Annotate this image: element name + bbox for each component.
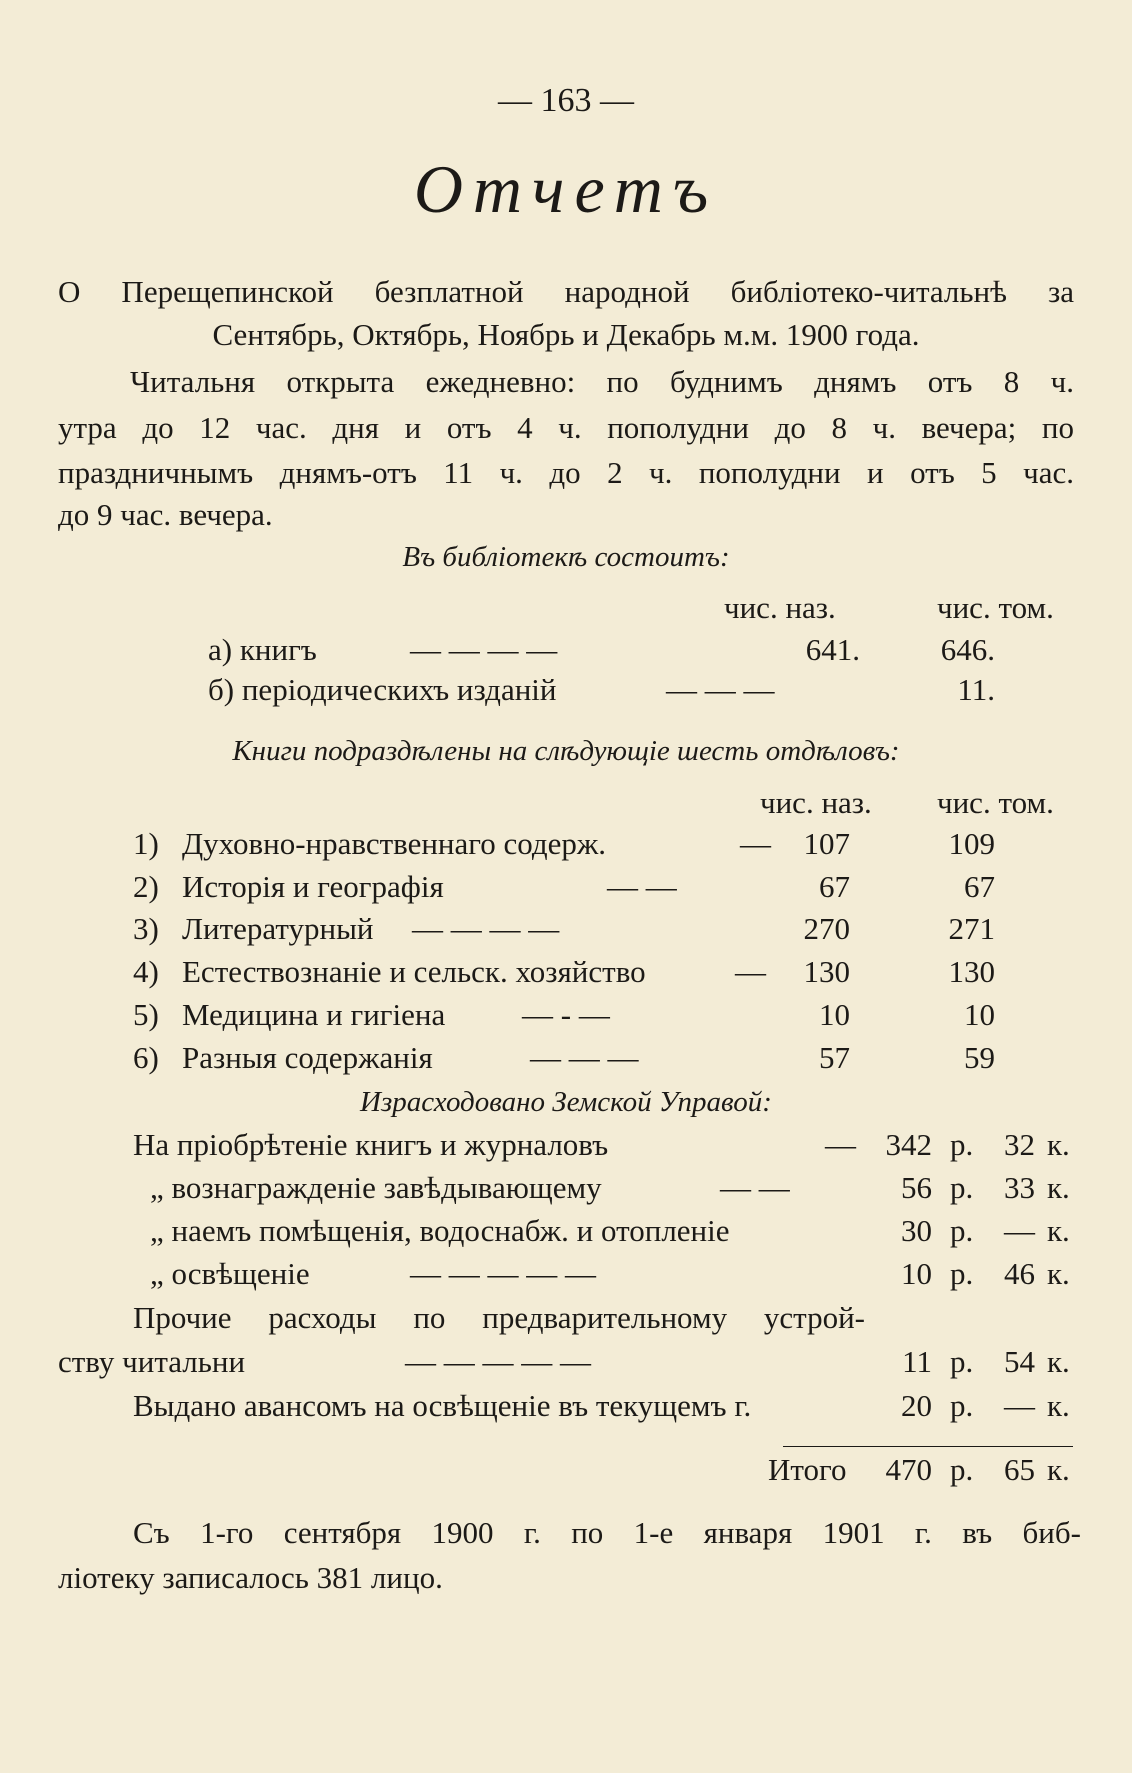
expense-r: р. xyxy=(950,1388,974,1423)
expense-r: р. xyxy=(950,1344,974,1379)
closing-line-1: Съ 1-го сентября 1900 г. по 1-е января 1901 г. въ биб- xyxy=(133,1515,1081,1550)
expense-rub: 56 xyxy=(901,1170,932,1205)
intro-line-1: О Перещепинской безплатной народной библіотеко-читальнѣ за xyxy=(58,274,1074,309)
expense-r: р. xyxy=(950,1256,974,1291)
section-label: Разныя содержанія xyxy=(182,1040,433,1075)
expense-kop: 32 xyxy=(1004,1127,1035,1162)
other-expenses-line-1: Прочие расходы по предварительному устрой- xyxy=(133,1300,865,1335)
expense-label: ству читальни xyxy=(58,1344,246,1379)
expense-k: к. xyxy=(1047,1127,1070,1162)
section-label: Литературный xyxy=(182,911,374,946)
section-label: Духовно-нравственнаго содерж. xyxy=(182,826,607,861)
total-kop: 65 xyxy=(1004,1452,1035,1487)
total-label: Итого xyxy=(768,1452,847,1487)
expense-dashes: — — — — — xyxy=(405,1344,591,1379)
library-item-tom: 11. xyxy=(957,672,995,707)
expense-label: „ освѣщеніе xyxy=(150,1256,310,1291)
expense-dashes: — — — — — xyxy=(410,1256,596,1291)
total-rub: 470 xyxy=(885,1452,932,1487)
section-naz: 107 xyxy=(803,826,850,861)
expense-r: р. xyxy=(950,1170,974,1205)
section-dashes: — - — xyxy=(522,997,610,1032)
expense-kop: 33 xyxy=(1004,1170,1035,1205)
library-item-tom: 646. xyxy=(940,632,995,667)
expense-rub: 11 xyxy=(902,1344,932,1379)
hours-line-4: до 9 час. вечера. xyxy=(58,497,273,532)
expenses-heading: Израсходовано Земской Управой: xyxy=(360,1086,772,1118)
section-naz: 57 xyxy=(819,1040,850,1075)
page-number: — 163 — xyxy=(498,82,634,119)
closing-line-2: ліотеку записалось 381 лицо. xyxy=(58,1560,443,1595)
expense-label: „ наемъ помѣщенія, водоснабж. и отопленіе xyxy=(150,1213,730,1248)
section-tom: 109 xyxy=(948,826,995,861)
total-rule xyxy=(783,1446,1073,1447)
section-label: Естествознаніе и сельск. хозяйство xyxy=(182,954,646,989)
section-tom: 130 xyxy=(948,954,995,989)
section-naz: 270 xyxy=(803,911,850,946)
hours-line-3: праздничнымъ днямъ-отъ 11 ч. до 2 ч. пополудни и отъ 5 час. xyxy=(58,455,1074,490)
col-header-naz: чис. наз. xyxy=(724,590,836,625)
section-tom: 10 xyxy=(964,997,995,1032)
section-naz: 67 xyxy=(819,869,850,904)
expense-k: к. xyxy=(1047,1388,1070,1423)
sections-heading: Книги подраздѣлены на слѣдующіе шесть отдѣловъ: xyxy=(232,735,900,767)
expense-r: р. xyxy=(950,1213,974,1248)
section-dashes: — xyxy=(735,954,766,989)
library-item-label: а) книгъ xyxy=(208,632,317,667)
expense-r: р. xyxy=(950,1127,974,1162)
library-heading: Въ библіотекѣ состоитъ: xyxy=(402,541,730,573)
section-tom: 67 xyxy=(964,869,995,904)
expense-k: к. xyxy=(1047,1256,1070,1291)
section-tom: 271 xyxy=(948,911,995,946)
section-label: Исторія и географія xyxy=(182,869,444,904)
expense-k: к. xyxy=(1047,1344,1070,1379)
section-naz: 10 xyxy=(819,997,850,1032)
col-header-tom: чис. том. xyxy=(937,785,1054,820)
expense-rub: 20 xyxy=(901,1388,932,1423)
section-tom: 59 xyxy=(964,1040,995,1075)
section-num: 1) xyxy=(133,826,159,861)
library-item-dashes: — — — xyxy=(666,672,775,707)
expense-label: На пріобрѣтеніе книгъ и журналовъ xyxy=(133,1127,609,1162)
section-num: 4) xyxy=(133,954,159,989)
total-k: к. xyxy=(1047,1452,1070,1487)
expense-dashes: — xyxy=(825,1127,856,1162)
hours-line-2: утра до 12 час. дня и отъ 4 ч. пополудни до 8 ч. вечера; по xyxy=(58,410,1074,445)
expense-label: „ вознагражденіе завѣдывающему xyxy=(150,1170,602,1205)
section-dashes: — — xyxy=(607,869,677,904)
section-label: Медицина и гигіена xyxy=(182,997,446,1032)
hours-line-1: Читальня открыта ежедневно: по буднимъ днямъ отъ 8 ч. xyxy=(130,364,1074,399)
expense-label: Выдано авансомъ на освѣщеніе въ текущемъ г. xyxy=(133,1388,752,1423)
expense-kop: — xyxy=(1004,1388,1035,1423)
library-item-naz: 641. xyxy=(805,632,860,667)
expense-k: к. xyxy=(1047,1170,1070,1205)
page-title: Отчетъ xyxy=(413,151,719,227)
col-header-naz: чис. наз. xyxy=(760,785,872,820)
intro-line-2: Сентябрь, Октябрь, Ноябрь и Декабрь м.м. 1900 года. xyxy=(212,317,920,352)
total-r: р. xyxy=(950,1452,974,1487)
section-dashes: — xyxy=(740,826,771,861)
library-item-label: б) періодическихъ изданій xyxy=(208,672,557,707)
expense-rub: 30 xyxy=(901,1213,932,1248)
section-dashes: — — — xyxy=(530,1040,639,1075)
section-num: 2) xyxy=(133,869,159,904)
section-num: 5) xyxy=(133,997,159,1032)
expense-kop: 54 xyxy=(1004,1344,1035,1379)
expense-kop: — xyxy=(1004,1213,1035,1248)
section-dashes: — — — — xyxy=(412,911,560,946)
expense-rub: 10 xyxy=(901,1256,932,1291)
col-header-tom: чис. том. xyxy=(937,590,1054,625)
section-num: 6) xyxy=(133,1040,159,1075)
expense-rub: 342 xyxy=(885,1127,932,1162)
section-num: 3) xyxy=(133,911,159,946)
expense-kop: 46 xyxy=(1004,1256,1035,1291)
section-naz: 130 xyxy=(803,954,850,989)
library-item-dashes: — — — — xyxy=(410,632,558,667)
expense-k: к. xyxy=(1047,1213,1070,1248)
expense-dashes: — — xyxy=(720,1170,790,1205)
